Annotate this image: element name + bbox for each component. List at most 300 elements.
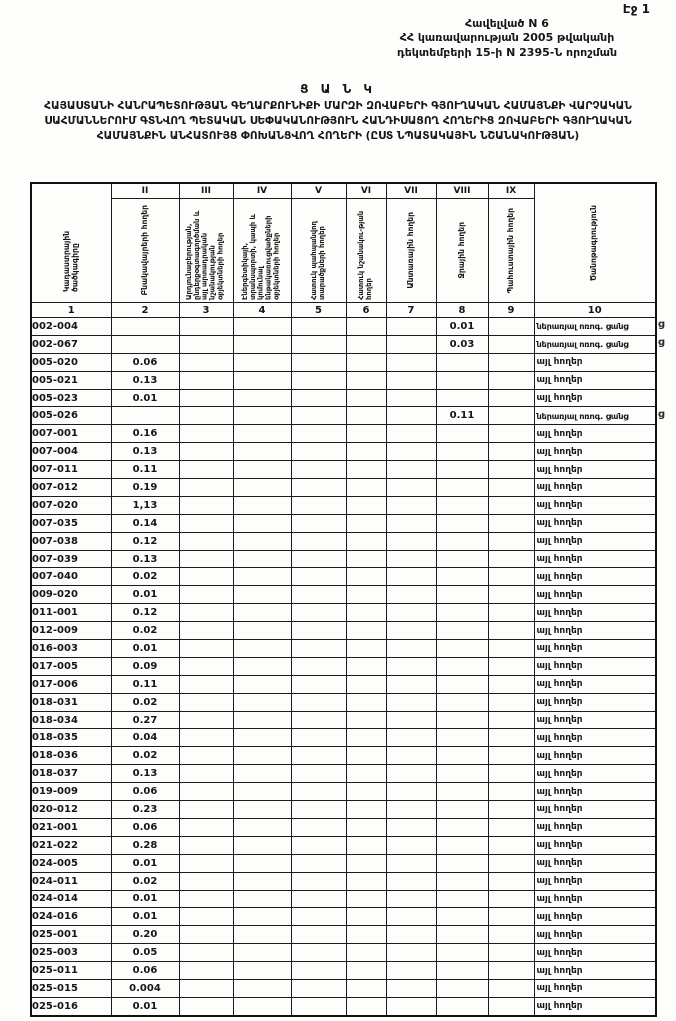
roman-numeral: VIII — [436, 183, 488, 199]
infrastructure-cell — [233, 461, 291, 479]
settlement-value-cell: 0.11 — [111, 461, 179, 479]
reserve-cell — [488, 550, 534, 568]
infrastructure-cell — [233, 818, 291, 836]
special-cell — [346, 693, 386, 711]
special-cell — [346, 908, 386, 926]
remark-cell: այլ հողեր — [534, 604, 656, 622]
reserve-cell — [488, 693, 534, 711]
settlement-value-cell: 0.14 — [111, 514, 179, 532]
remark-cell: այլ հողեր — [534, 461, 656, 479]
industrial-cell — [179, 335, 233, 353]
infrastructure-cell — [233, 353, 291, 371]
infrastructure-cell — [233, 514, 291, 532]
header-settlement-lands: Բնակավայրերի հողեր — [111, 199, 179, 303]
protected-cell — [291, 657, 346, 675]
protected-cell — [291, 890, 346, 908]
settlement-value-cell: 0.09 — [111, 657, 179, 675]
table-row — [31, 872, 656, 890]
special-cell — [346, 747, 386, 765]
cadastral-code-cell: 024-005 — [31, 854, 111, 872]
cadastral-code-cell: 018-031 — [31, 693, 111, 711]
remark-cell: այլ հողեր — [534, 479, 656, 497]
settlement-value-cell: 0.13 — [111, 765, 179, 783]
infrastructure-cell — [233, 944, 291, 962]
appendix-reference — [338, 17, 676, 60]
special-cell — [346, 854, 386, 872]
reserve-cell — [488, 836, 534, 854]
industrial-cell — [179, 711, 233, 729]
header-reserve-lands: Պահուստային հողեր — [488, 199, 534, 303]
reserve-cell — [488, 443, 534, 461]
header-special-purpose-lands: Հատուկ նշանակու-թյան հողեր — [346, 199, 386, 303]
table-row — [31, 926, 656, 944]
forest-cell — [386, 407, 436, 425]
reserve-cell — [488, 818, 534, 836]
table-row — [31, 568, 656, 586]
settlement-value-cell: 0.004 — [111, 979, 179, 997]
forest-cell — [386, 997, 436, 1015]
industrial-cell — [179, 568, 233, 586]
water-value-cell — [436, 890, 488, 908]
table-row — [31, 908, 656, 926]
remark-cell: այլ հողեր — [534, 962, 656, 980]
reserve-cell — [488, 622, 534, 640]
remark-cell: այլ հողեր — [534, 622, 656, 640]
industrial-cell — [179, 353, 233, 371]
handwritten-margin-mark: ց — [658, 319, 665, 330]
water-value-cell — [436, 425, 488, 443]
remark-cell: այլ հողեր — [534, 836, 656, 854]
infrastructure-cell — [233, 407, 291, 425]
cadastral-code-cell: 021-022 — [31, 836, 111, 854]
special-cell — [346, 801, 386, 819]
special-cell — [346, 568, 386, 586]
remark-cell: այլ հողեր — [534, 586, 656, 604]
forest-cell — [386, 532, 436, 550]
water-value-cell — [436, 371, 488, 389]
forest-cell — [386, 908, 436, 926]
water-value-cell — [436, 622, 488, 640]
water-value-cell — [436, 908, 488, 926]
cadastral-code-cell: 024-011 — [31, 872, 111, 890]
cadastral-code-cell: 016-003 — [31, 640, 111, 658]
cadastral-code-cell: 011-001 — [31, 604, 111, 622]
water-value-cell: 0.11 — [436, 407, 488, 425]
table-row — [31, 550, 656, 568]
table-row — [31, 335, 656, 353]
special-cell — [346, 997, 386, 1015]
protected-cell — [291, 407, 346, 425]
infrastructure-cell — [233, 872, 291, 890]
infrastructure-cell — [233, 586, 291, 604]
protected-cell — [291, 550, 346, 568]
reserve-cell — [488, 318, 534, 336]
cadastral-code-cell: 009-020 — [31, 586, 111, 604]
table-row — [31, 836, 656, 854]
special-cell — [346, 532, 386, 550]
water-value-cell — [436, 675, 488, 693]
protected-cell — [291, 514, 346, 532]
industrial-cell — [179, 908, 233, 926]
special-cell — [346, 443, 386, 461]
remark-cell: այլ հողեր — [534, 514, 656, 532]
forest-cell — [386, 818, 436, 836]
settlement-value-cell: 0.02 — [111, 693, 179, 711]
header-remark: Ծանոթագրություն — [534, 183, 656, 303]
water-value-cell — [436, 640, 488, 658]
infrastructure-cell — [233, 675, 291, 693]
infrastructure-cell — [233, 926, 291, 944]
table-row — [31, 962, 656, 980]
industrial-cell — [179, 783, 233, 801]
special-cell — [346, 514, 386, 532]
page-number: Էջ 1 — [622, 2, 650, 16]
settlement-value-cell: 0.06 — [111, 353, 179, 371]
settlement-value-cell: 0.01 — [111, 389, 179, 407]
document-title — [8, 82, 668, 144]
forest-cell — [386, 443, 436, 461]
special-cell — [346, 783, 386, 801]
infrastructure-cell — [233, 622, 291, 640]
remark-cell: ներառյալ ոռոգ. ցանց — [534, 318, 656, 336]
column-number: 7 — [386, 303, 436, 318]
header-cadastral-code: Կադաստրային ծածկագիրը — [31, 183, 111, 303]
water-value-cell — [436, 532, 488, 550]
water-value-cell — [436, 443, 488, 461]
table-row — [31, 979, 656, 997]
forest-cell — [386, 979, 436, 997]
reserve-cell — [488, 532, 534, 550]
remark-cell: այլ հողեր — [534, 353, 656, 371]
special-cell — [346, 675, 386, 693]
cadastral-code-cell: 007-001 — [31, 425, 111, 443]
settlement-value-cell: 0.02 — [111, 622, 179, 640]
settlement-value-cell: 0.13 — [111, 550, 179, 568]
settlement-value-cell: 0.19 — [111, 479, 179, 497]
water-value-cell: 0.01 — [436, 318, 488, 336]
remark-cell: այլ հողեր — [534, 425, 656, 443]
handwritten-margin-mark: ց — [658, 337, 665, 348]
industrial-cell — [179, 622, 233, 640]
column-number: 1 — [31, 303, 111, 318]
special-cell — [346, 496, 386, 514]
water-value-cell — [436, 926, 488, 944]
table-row — [31, 318, 656, 336]
protected-cell — [291, 318, 346, 336]
remark-cell: այլ հողեր — [534, 729, 656, 747]
settlement-value-cell — [111, 407, 179, 425]
cadastral-code-cell: 018-037 — [31, 765, 111, 783]
cadastral-code-cell: 021-001 — [31, 818, 111, 836]
water-value-cell — [436, 872, 488, 890]
industrial-cell — [179, 872, 233, 890]
water-value-cell — [436, 693, 488, 711]
protected-cell — [291, 818, 346, 836]
title-heading: Ց Ա Ն Կ — [300, 82, 376, 96]
industrial-cell — [179, 979, 233, 997]
cadastral-code-cell: 025-015 — [31, 979, 111, 997]
settlement-value-cell: 0.23 — [111, 801, 179, 819]
special-cell — [346, 872, 386, 890]
reserve-cell — [488, 872, 534, 890]
water-value-cell — [436, 997, 488, 1015]
infrastructure-cell — [233, 479, 291, 497]
forest-cell — [386, 765, 436, 783]
cadastral-code-cell: 019-009 — [31, 783, 111, 801]
infrastructure-cell — [233, 604, 291, 622]
reserve-cell — [488, 854, 534, 872]
infrastructure-cell — [233, 854, 291, 872]
table-row — [31, 586, 656, 604]
reserve-cell — [488, 371, 534, 389]
special-cell — [346, 461, 386, 479]
column-number: 2 — [111, 303, 179, 318]
remark-cell: այլ հողեր — [534, 872, 656, 890]
forest-cell — [386, 550, 436, 568]
column-number: 6 — [346, 303, 386, 318]
industrial-cell — [179, 479, 233, 497]
special-cell — [346, 371, 386, 389]
table-row — [31, 747, 656, 765]
water-value-cell — [436, 389, 488, 407]
remark-cell: այլ հողեր — [534, 693, 656, 711]
water-value-cell — [436, 568, 488, 586]
cadastral-code-cell: 007-039 — [31, 550, 111, 568]
industrial-cell — [179, 926, 233, 944]
column-number: 10 — [534, 303, 656, 318]
special-cell — [346, 729, 386, 747]
infrastructure-cell — [233, 335, 291, 353]
table-row — [31, 353, 656, 371]
protected-cell — [291, 693, 346, 711]
industrial-cell — [179, 318, 233, 336]
reserve-cell — [488, 890, 534, 908]
header-forest-lands: Անտառային հողեր — [386, 199, 436, 303]
remark-cell: այլ հողեր — [534, 640, 656, 658]
table-row — [31, 675, 656, 693]
column-number: 9 — [488, 303, 534, 318]
header-water-lands: Ջրային հողեր — [436, 199, 488, 303]
special-cell — [346, 979, 386, 997]
water-value-cell: 0.03 — [436, 335, 488, 353]
roman-numeral: II — [111, 183, 179, 199]
cadastral-code-cell: 025-011 — [31, 962, 111, 980]
remark-cell: այլ հողեր — [534, 711, 656, 729]
table-row — [31, 640, 656, 658]
forest-cell — [386, 926, 436, 944]
cadastral-code-cell: 020-012 — [31, 801, 111, 819]
protected-cell — [291, 568, 346, 586]
settlement-value-cell: 0.06 — [111, 818, 179, 836]
reserve-cell — [488, 335, 534, 353]
column-number: 4 — [233, 303, 291, 318]
settlement-value-cell: 0.01 — [111, 890, 179, 908]
industrial-cell — [179, 801, 233, 819]
infrastructure-cell — [233, 389, 291, 407]
industrial-cell — [179, 657, 233, 675]
table-row — [31, 854, 656, 872]
forest-cell — [386, 854, 436, 872]
settlement-value-cell: 0.01 — [111, 908, 179, 926]
industrial-cell — [179, 765, 233, 783]
settlement-value-cell — [111, 318, 179, 336]
industrial-cell — [179, 944, 233, 962]
protected-cell — [291, 711, 346, 729]
industrial-cell — [179, 514, 233, 532]
forest-cell — [386, 335, 436, 353]
industrial-cell — [179, 818, 233, 836]
remark-cell: այլ հողեր — [534, 568, 656, 586]
remark-cell: այլ հողեր — [534, 496, 656, 514]
infrastructure-cell — [233, 318, 291, 336]
water-value-cell — [436, 514, 488, 532]
reserve-cell — [488, 997, 534, 1015]
table-row — [31, 801, 656, 819]
forest-cell — [386, 568, 436, 586]
water-value-cell — [436, 854, 488, 872]
cadastral-code-cell: 018-035 — [31, 729, 111, 747]
industrial-cell — [179, 550, 233, 568]
water-value-cell — [436, 461, 488, 479]
special-cell — [346, 926, 386, 944]
settlement-value-cell: 0.13 — [111, 371, 179, 389]
protected-cell — [291, 586, 346, 604]
forest-cell — [386, 783, 436, 801]
infrastructure-cell — [233, 657, 291, 675]
remark-cell: այլ հողեր — [534, 657, 656, 675]
forest-cell — [386, 675, 436, 693]
table-row — [31, 729, 656, 747]
remark-cell: այլ հողեր — [534, 371, 656, 389]
infrastructure-cell — [233, 908, 291, 926]
table-row — [31, 711, 656, 729]
water-value-cell — [436, 729, 488, 747]
protected-cell — [291, 479, 346, 497]
water-value-cell — [436, 818, 488, 836]
forest-cell — [386, 371, 436, 389]
header-protected-lands: Հատուկ պահպանվող տարածքների հողեր — [291, 199, 346, 303]
protected-cell — [291, 353, 346, 371]
cadastral-code-cell: 025-003 — [31, 944, 111, 962]
infrastructure-cell — [233, 568, 291, 586]
header-industrial-lands: Արդյունաբերության, ընդերքօգտագործման և այլ արտադրական նշանակության օբյեկտների հողեր — [179, 199, 233, 303]
reserve-cell — [488, 640, 534, 658]
infrastructure-cell — [233, 801, 291, 819]
protected-cell — [291, 335, 346, 353]
protected-cell — [291, 944, 346, 962]
protected-cell — [291, 801, 346, 819]
industrial-cell — [179, 532, 233, 550]
infrastructure-cell — [233, 550, 291, 568]
settlement-value-cell: 0.12 — [111, 604, 179, 622]
protected-cell — [291, 926, 346, 944]
cadastral-code-cell: 024-014 — [31, 890, 111, 908]
water-value-cell — [436, 783, 488, 801]
special-cell — [346, 479, 386, 497]
water-value-cell — [436, 962, 488, 980]
roman-numeral: IV — [233, 183, 291, 199]
industrial-cell — [179, 836, 233, 854]
remark-cell: այլ հողեր — [534, 908, 656, 926]
reserve-cell — [488, 604, 534, 622]
settlement-value-cell: 0.06 — [111, 783, 179, 801]
cadastral-code-cell: 007-040 — [31, 568, 111, 586]
industrial-cell — [179, 443, 233, 461]
reserve-cell — [488, 675, 534, 693]
roman-numeral: III — [179, 183, 233, 199]
table-row — [31, 693, 656, 711]
settlement-value-cell: 0.01 — [111, 997, 179, 1015]
protected-cell — [291, 443, 346, 461]
settlement-value-cell: 0.20 — [111, 926, 179, 944]
infrastructure-cell — [233, 443, 291, 461]
special-cell — [346, 962, 386, 980]
column-number: 3 — [179, 303, 233, 318]
remark-cell: այլ հողեր — [534, 926, 656, 944]
settlement-value-cell: 0.01 — [111, 854, 179, 872]
forest-cell — [386, 890, 436, 908]
protected-cell — [291, 997, 346, 1015]
remark-cell: այլ հողեր — [534, 979, 656, 997]
infrastructure-cell — [233, 836, 291, 854]
special-cell — [346, 711, 386, 729]
protected-cell — [291, 604, 346, 622]
roman-numeral: IX — [488, 183, 534, 199]
settlement-value-cell: 1,13 — [111, 496, 179, 514]
appendix-line-2: ՀՀ կառավարության 2005 թվականի — [399, 31, 615, 45]
infrastructure-cell — [233, 640, 291, 658]
cadastral-code-cell: 012-009 — [31, 622, 111, 640]
industrial-cell — [179, 747, 233, 765]
protected-cell — [291, 747, 346, 765]
infrastructure-cell — [233, 693, 291, 711]
remark-cell: այլ հողեր — [534, 765, 656, 783]
industrial-cell — [179, 693, 233, 711]
remark-cell: այլ հողեր — [534, 854, 656, 872]
table-row — [31, 461, 656, 479]
special-cell — [346, 622, 386, 640]
industrial-cell — [179, 425, 233, 443]
protected-cell — [291, 729, 346, 747]
water-value-cell — [436, 479, 488, 497]
reserve-cell — [488, 944, 534, 962]
infrastructure-cell — [233, 979, 291, 997]
table-header — [31, 183, 656, 318]
title-body: ՀԱՅԱՍՏԱՆԻ ՀԱՆՐԱՊԵՏՈՒԹՅԱՆ ԳԵՂԱՐՔՈՒՆԻՔԻ ՄԱՐԶԻ ԶՈՎԱԲԵՐԻ ԳՅՈՒՂԱԿԱՆ ՀԱՄԱՅՆՔԻ ՎԱՐՉԱԿԱՆ ՍԱՀՄԱՆՆԵՐՈՒՄ ԳՏՆՎՈՂ ՊԵՏԱԿԱՆ ՍԵՓԱԿԱՆՈՒԹՅՈՒՆ ՀԱՆԴԻՍԱՑՈՂ ՀՈՂԵՐԻՑ ԶՈՎԱԲԵՐԻ ԳՅՈՒՂԱԿԱՆ ՀԱՄԱՅՆՔԻՆ ԱՆՀԱՏՈՒՅՑ ՓՈԽԱՆՑՎՈՂ ՀՈՂԵՐԻ (ԸՍՏ ՆՊԱՏԱԿԱՅԻՆ ՆՇԱՆԱԿՈՒԹՅԱՆ) — [44, 100, 632, 143]
settlement-value-cell: 0.05 — [111, 944, 179, 962]
water-value-cell — [436, 747, 488, 765]
special-cell — [346, 765, 386, 783]
settlement-value-cell: 0.11 — [111, 675, 179, 693]
special-cell — [346, 389, 386, 407]
infrastructure-cell — [233, 783, 291, 801]
cadastral-code-cell: 025-016 — [31, 997, 111, 1015]
table-row — [31, 532, 656, 550]
forest-cell — [386, 479, 436, 497]
reserve-cell — [488, 979, 534, 997]
cadastral-code-cell: 007-011 — [31, 461, 111, 479]
remark-cell: այլ հողեր — [534, 747, 656, 765]
special-cell — [346, 640, 386, 658]
infrastructure-cell — [233, 532, 291, 550]
cadastral-code-cell: 018-036 — [31, 747, 111, 765]
protected-cell — [291, 389, 346, 407]
water-value-cell — [436, 604, 488, 622]
reserve-cell — [488, 425, 534, 443]
reserve-cell — [488, 389, 534, 407]
special-cell — [346, 604, 386, 622]
reserve-cell — [488, 407, 534, 425]
